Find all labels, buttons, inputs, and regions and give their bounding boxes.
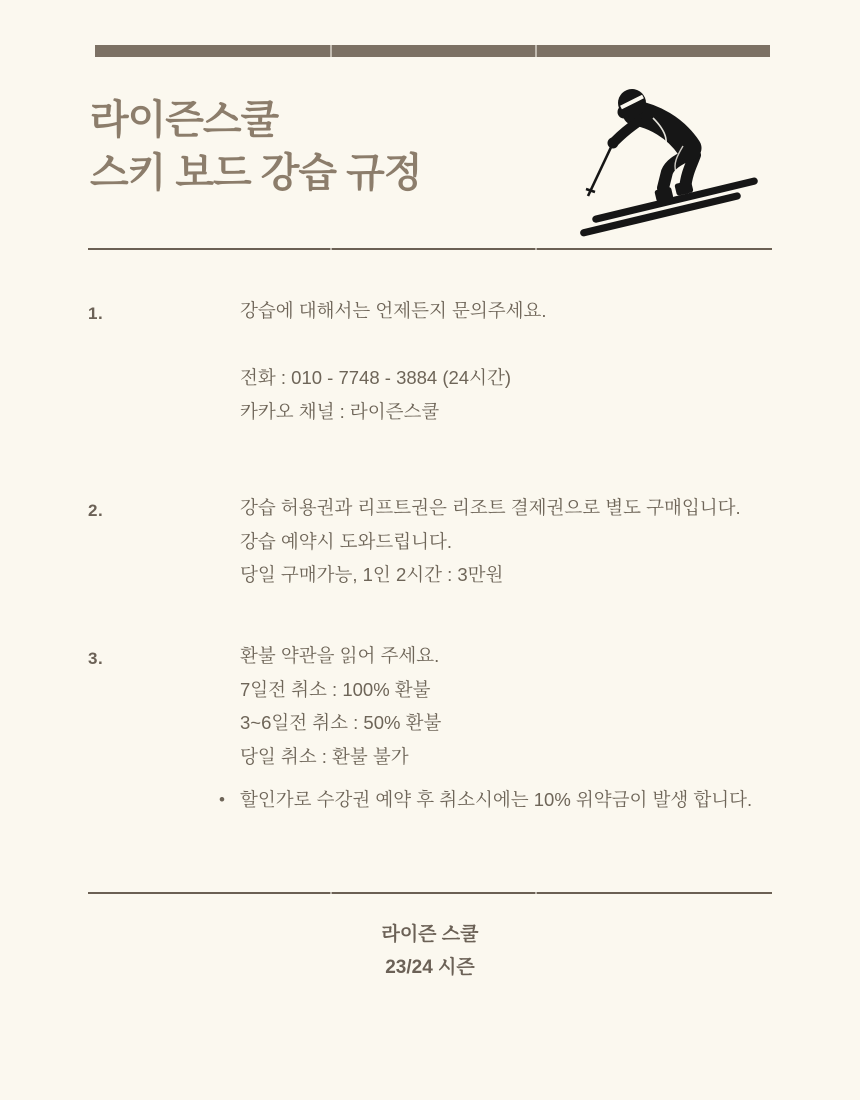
footer-season: 23/24 시즌 [385, 957, 475, 978]
rule-section-contact [88, 294, 772, 428]
bar-seam [330, 45, 332, 57]
title-line-1: 라이즌스쿨 [90, 98, 279, 142]
section-body [240, 294, 772, 428]
bar-seam [535, 45, 537, 57]
section-number: 2. [88, 501, 104, 520]
rule-text: 강습 예약시 도와드립니다. [240, 530, 453, 552]
refund-policy-line: 3~6일전 취소 : 50% 환불 [240, 712, 442, 733]
section-body [240, 491, 772, 592]
penalty-note-text: 할인가로 수강권 예약 후 취소시에는 10% 위약금이 발생 합니다. [240, 789, 753, 810]
line-spacer [240, 328, 772, 362]
section-number: 3. [88, 649, 104, 668]
refund-policy-line: 7일전 취소 : 100% 환불 [240, 678, 431, 700]
footer [0, 918, 860, 984]
footer-school-name: 라이즌 스쿨 [381, 924, 479, 945]
section-body [219, 639, 772, 817]
rule-text: 강습 허용권과 리프트권은 리조트 결제권으로 별도 구매입니다. [240, 497, 741, 518]
skier-icon [575, 80, 765, 240]
title-line-2: 스키 보드 강습 규정 [90, 151, 422, 195]
header-divider [88, 248, 772, 250]
page-title [90, 94, 421, 200]
bullet-icon: • [219, 790, 225, 809]
divider-seam [330, 892, 332, 894]
refund-policy-line: 당일 취소 : 환불 불가 [240, 745, 409, 767]
rule-text: 환불 약관을 읽어 주세요. [240, 645, 440, 666]
section-number: 1. [88, 304, 104, 323]
rule-section-tickets [88, 491, 772, 592]
skier-silhouette-svg [575, 80, 765, 240]
divider-seam [535, 892, 537, 894]
penalty-note [219, 783, 772, 817]
divider-seam [535, 248, 537, 250]
rule-text: 당일 구매가능, 1인 2시간 : 3만원 [240, 564, 504, 585]
phone-line: 전화 : 010 - 7748 - 3884 (24시간) [240, 367, 512, 388]
divider-seam [330, 248, 332, 250]
top-accent-bar [95, 45, 770, 57]
rule-text: 강습에 대해서는 언제든지 문의주세요. [240, 300, 547, 321]
kakao-channel-line: 카카오 채널 : 라이즌스쿨 [240, 400, 440, 422]
footer-divider [88, 892, 772, 894]
rule-section-refund [88, 639, 772, 817]
